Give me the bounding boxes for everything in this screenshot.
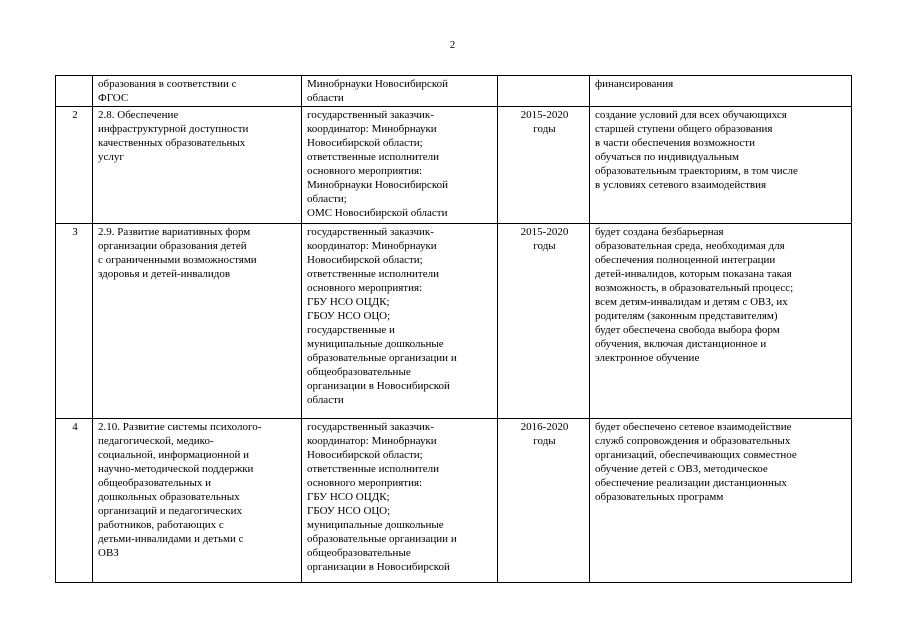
cell-line: годы (533, 240, 556, 252)
cell-line: ГБУ НСО ОЦДК; (307, 491, 390, 503)
table-row (56, 76, 852, 107)
cell-line: ФГОС (98, 92, 129, 104)
cell-line: 2015-2020 (520, 226, 569, 238)
cell-line: обеспечение реализации дистанционных (595, 477, 787, 489)
cell-line: детей-инвалидов, которым показана такая (595, 268, 792, 280)
cell-line: образовательным траекториям, в том числе (595, 165, 798, 177)
cell-executors (302, 419, 498, 583)
cell-result (590, 224, 852, 419)
cell-line: обучения, включая дистанционное и (595, 338, 767, 350)
cell-line: дошкольных образовательных (98, 491, 240, 503)
cell-line: области; (307, 193, 347, 205)
cell-result (590, 419, 852, 583)
table-row (56, 419, 852, 583)
cell-line: организаций, обеспечивающих совместное (595, 449, 797, 461)
cell-line: Новосибирской области; (307, 449, 423, 461)
row-number: 4 (72, 421, 78, 433)
cell-line: обеспечения полноценной интеграции (595, 254, 776, 266)
cell-line: научно-методической поддержки (98, 463, 254, 475)
cell-line: 2.9. Развитие вариативных форм (98, 226, 251, 238)
cell-executors (302, 107, 498, 224)
table-row (56, 107, 852, 224)
cell-executors (302, 76, 498, 107)
cell-line: ГБОУ НСО ОЦО; (307, 505, 391, 517)
cell-line: будет обеспечено сетевое взаимодействие (595, 421, 792, 433)
cell-period (498, 224, 590, 419)
cell-activity (93, 419, 302, 583)
table-row (56, 224, 852, 419)
cell-line: в условиях сетевого взаимодействия (595, 179, 767, 191)
cell-line: организаций и педагогических (98, 505, 242, 517)
cell-line: государственный заказчик- (307, 109, 434, 121)
cell-line: финансирования (595, 78, 674, 90)
cell-line: возможность, в образовательный процесс; (595, 282, 794, 294)
cell-line: услуг (98, 151, 124, 163)
cell-line: координатор: Минобрнауки (307, 123, 437, 135)
cell-line: детьми-инвалидами и детьми с (98, 533, 244, 545)
cell-line: создание условий для всех обучающихся (595, 109, 787, 121)
cell-period (498, 107, 590, 224)
row-number: 2 (72, 109, 78, 121)
cell-line: Минобрнауки Новосибирской (307, 179, 448, 191)
cell-line: образования в соответствии с (98, 78, 237, 90)
cell-line: основного мероприятия: (307, 282, 423, 294)
cell-line: общеобразовательные (307, 547, 411, 559)
cell-line: родителям (законным представителям) (595, 310, 778, 322)
cell-period (498, 419, 590, 583)
cell-line: инфраструктурной доступности (98, 123, 249, 135)
cell-line: государственный заказчик- (307, 421, 434, 433)
cell-line: будет создана безбарьерная (595, 226, 724, 238)
cell-line: муниципальные дошкольные (307, 519, 444, 531)
cell-activity (93, 224, 302, 419)
cell-line: ответственные исполнители (307, 151, 439, 163)
cell-line: Новосибирской области; (307, 254, 423, 266)
cell-line: образовательные организации и (307, 352, 457, 364)
cell-line: работников, работающих с (98, 519, 224, 531)
cell-line: обучаться по индивидуальным (595, 151, 739, 163)
cell-line: области (307, 394, 344, 406)
cell-number (56, 107, 93, 224)
cell-line: ОВЗ (98, 547, 119, 559)
cell-line: общеобразовательные (307, 366, 411, 378)
cell-number (56, 76, 93, 107)
cell-activity (93, 76, 302, 107)
cell-activity (93, 107, 302, 224)
page-number: 2 (449, 39, 456, 51)
program-activities-table (55, 75, 852, 583)
cell-line: координатор: Минобрнауки (307, 240, 437, 252)
cell-line: социальной, информационной и (98, 449, 249, 461)
cell-line: государственный заказчик- (307, 226, 434, 238)
cell-line: служб сопровождения и образовательных (595, 435, 791, 447)
cell-result (590, 76, 852, 107)
cell-line: старшей ступени общего образования (595, 123, 773, 135)
cell-period (498, 76, 590, 107)
cell-line: ответственные исполнители (307, 268, 439, 280)
cell-line: основного мероприятия: (307, 165, 423, 177)
cell-line: основного мероприятия: (307, 477, 423, 489)
cell-line: будет обеспечена свобода выбора форм (595, 324, 780, 336)
cell-line: обучение детей с ОВЗ, методическое (595, 463, 768, 475)
cell-line: образовательных программ (595, 491, 724, 503)
cell-line: организации образования детей (98, 240, 247, 252)
cell-line: ГБУ НСО ОЦДК; (307, 296, 390, 308)
cell-line: в части обеспечения возможности (595, 137, 755, 149)
cell-line: электронное обучение (595, 352, 700, 364)
cell-line: образовательная среда, необходимая для (595, 240, 785, 252)
cell-line: Новосибирской области; (307, 137, 423, 149)
cell-line: годы (533, 435, 556, 447)
cell-executors (302, 224, 498, 419)
cell-line: общеобразовательных и (98, 477, 211, 489)
cell-line: с ограниченными возможностями (98, 254, 257, 266)
cell-line: 2016-2020 (520, 421, 569, 433)
cell-line: годы (533, 123, 556, 135)
cell-number (56, 224, 93, 419)
cell-line: ОМС Новосибирской области (307, 207, 448, 219)
cell-line: педагогической, медико- (98, 435, 214, 447)
cell-line: 2015-2020 (520, 109, 569, 121)
cell-line: здоровья и детей-инвалидов (98, 268, 231, 280)
cell-line: организации в Новосибирской (307, 561, 450, 573)
cell-line: 2.10. Развитие системы психолого- (98, 421, 262, 433)
cell-line: области (307, 92, 344, 104)
cell-line: Минобрнауки Новосибирской (307, 78, 448, 90)
cell-number (56, 419, 93, 583)
cell-line: образовательные организации и (307, 533, 457, 545)
cell-line: 2.8. Обеспечение (98, 109, 179, 121)
cell-line: муниципальные дошкольные (307, 338, 444, 350)
cell-result (590, 107, 852, 224)
cell-line: организации в Новосибирской (307, 380, 450, 392)
cell-line: качественных образовательных (98, 137, 246, 149)
cell-line: государственные и (307, 324, 395, 336)
cell-line: всем детям-инвалидам и детям с ОВЗ, их (595, 296, 788, 308)
cell-line: координатор: Минобрнауки (307, 435, 437, 447)
cell-line: ГБОУ НСО ОЦО; (307, 310, 391, 322)
row-number: 3 (72, 226, 78, 238)
cell-line: ответственные исполнители (307, 463, 439, 475)
